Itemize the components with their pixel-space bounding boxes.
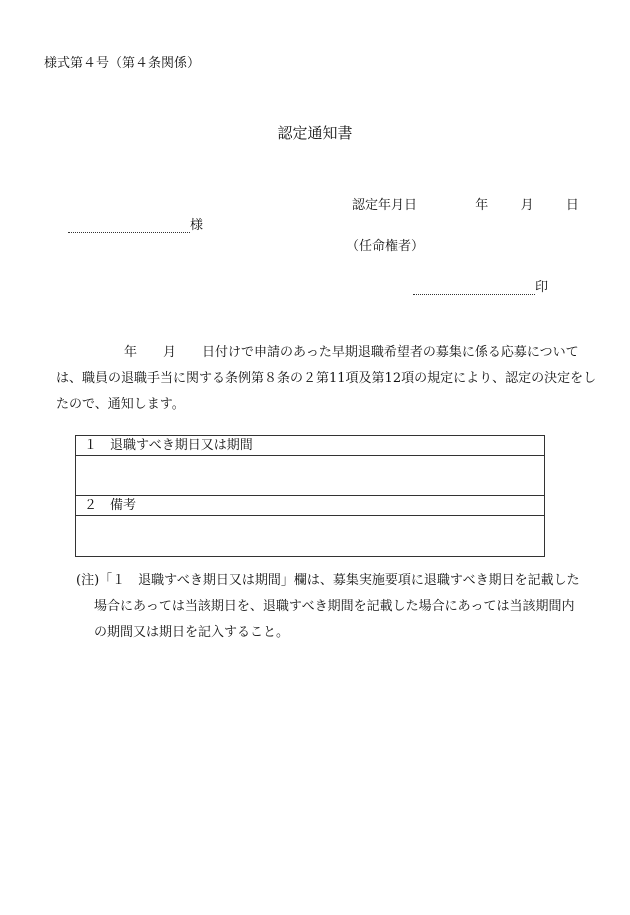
body-line-3: たので、通知します。 bbox=[56, 397, 185, 412]
seal-line bbox=[413, 276, 548, 295]
notice-body bbox=[56, 340, 597, 418]
month-label: 月 bbox=[520, 198, 534, 213]
certification-date-row bbox=[352, 194, 579, 213]
body-line-1 bbox=[56, 340, 579, 366]
form-number: 様式第４号（第４条関係） bbox=[44, 56, 201, 71]
note-line-3: の期間又は期日を記入すること。 bbox=[94, 625, 290, 640]
remarks-header: ２ 備考 bbox=[76, 496, 544, 516]
note-line-2: 場合にあっては当該期日を、退職すべき期間を記載した場合にあっては当該期間内 bbox=[94, 599, 575, 614]
retirement-date-header: １ 退職すべき期日又は期間 bbox=[76, 436, 544, 456]
body-line-1-end: て bbox=[565, 345, 579, 360]
addressee-suffix: 様 bbox=[190, 218, 204, 233]
details-table bbox=[75, 435, 545, 557]
footnote bbox=[76, 568, 580, 646]
body-line-2: は、職員の退職手当に関する条例第８条の２第11項及第12項の規定により、認定の決定をし bbox=[56, 371, 597, 386]
body-line-1-text: 日付けで申請のあった早期退職希望者の募集に係る応募につい bbox=[202, 345, 566, 360]
document-title: 認定通知書 bbox=[277, 124, 353, 142]
seal-mark: 印 bbox=[535, 280, 549, 295]
authority-name-field[interactable] bbox=[413, 280, 535, 295]
body-year: 年 bbox=[124, 345, 138, 360]
certification-date-label: 認定年月日 bbox=[352, 198, 418, 213]
appointing-authority-label: （任命権者） bbox=[346, 239, 425, 254]
day-label: 日 bbox=[565, 198, 579, 213]
addressee-name-field[interactable] bbox=[68, 218, 190, 233]
year-label: 年 bbox=[475, 198, 489, 213]
note-line-1: (注)「１ 退職すべき期日又は期間」欄は、募集実施要項に退職すべき期日を記載した bbox=[76, 573, 580, 588]
body-month: 月 bbox=[163, 345, 177, 360]
remarks-field[interactable] bbox=[76, 516, 544, 556]
retirement-date-field[interactable] bbox=[76, 456, 544, 496]
addressee-line bbox=[68, 214, 203, 233]
